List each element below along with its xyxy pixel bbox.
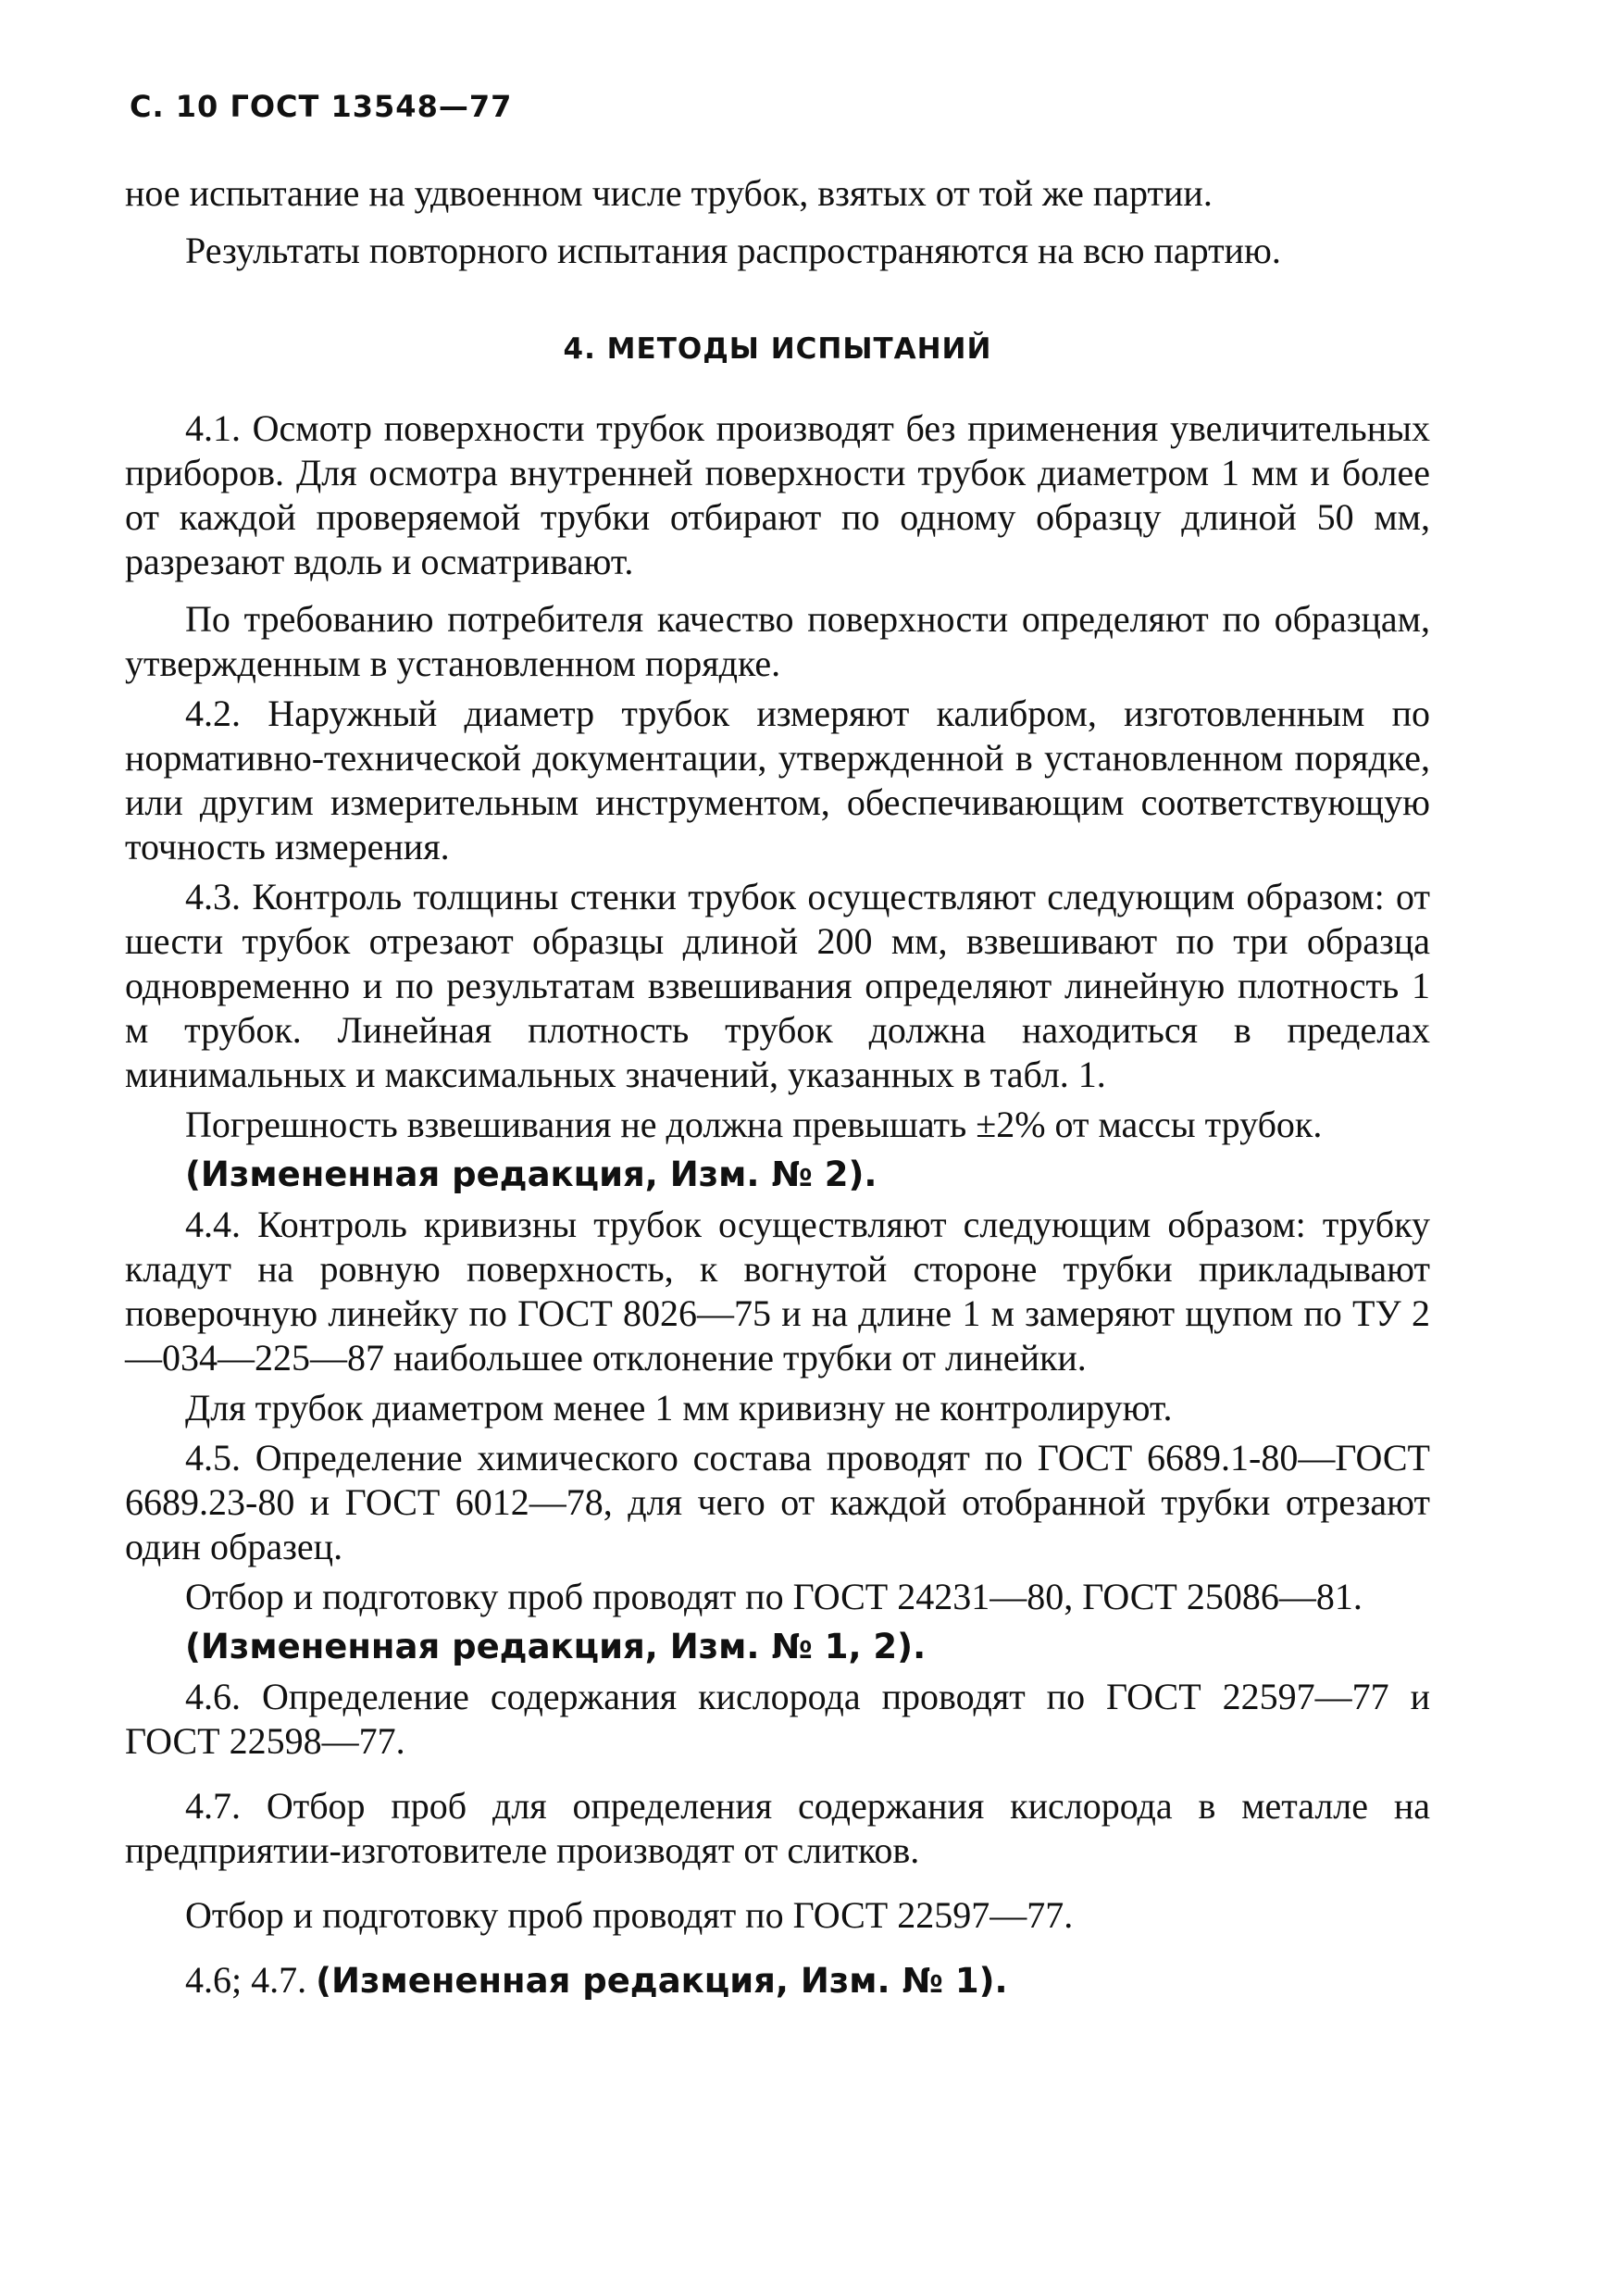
clause-4-3: 4.3. Контроль толщины стенки трубок осуществляют следующим образом: от шести трубок отрезают образцы длиной 200 мм, взвешивают по три образца одновременно и по результатам взвешивания определяют линейную плотность 1 м трубок. Линейная плотность трубок должна находиться в пределах минимальных и максимальных значений, указанных в табл. 1. — [125, 876, 1430, 1095]
clause-4-5: 4.5. Определение химического состава проводят по ГОСТ 6689.1-80—ГОСТ 6689.23-80 и ГОСТ 6012—78, для чего от каждой отобранной трубки отрезают один образец. — [125, 1437, 1430, 1567]
document-body — [125, 171, 1430, 2003]
clause-4-1-note: По требованию потребителя качество поверхности определяют по образцам, утвержденным в установленном порядке. — [125, 598, 1430, 684]
clause-4-4-note: Для трубок диаметром менее 1 мм кривизну не контролируют. — [185, 1387, 1173, 1429]
change-note-2: (Измененная редакция, Изм. № 1, 2). — [185, 1627, 927, 1666]
clause-4-5-note: Отбор и подготовку проб проводят по ГОСТ 24231—80, ГОСТ 25086—81. — [185, 1576, 1363, 1617]
paragraph-continuation: ное испытание на удвоенном числе трубок, взятых от той же партии. — [125, 172, 1213, 214]
clause-4-7: 4.7. Отбор проб для определения содержания кислорода в металле на предприятии-изготовителе производят от слитков. — [125, 1785, 1430, 1871]
paragraph-retest-results: Результаты повторного испытания распространяются на всю партию. — [185, 230, 1281, 271]
section-title: 4. МЕТОДЫ ИСПЫТАНИЙ — [563, 332, 992, 366]
change-note-3 — [125, 1958, 1430, 2003]
change-note-3-prefix: 4.6; 4.7. — [185, 1959, 317, 2001]
change-note-3-text: (Измененная редакция, Изм. № 1). — [316, 1961, 1008, 2001]
clause-4-4: 4.4. Контроль кривизны трубок осуществляют следующим образом: трубку кладут на ровную поверхность, к вогнутой стороне трубки прикладывают поверочную линейку по ГОСТ 8026—75 и на длине 1 м замеряют щупом по ТУ 2—034—225—87 наибольшее отклонение трубки от линейки. — [125, 1204, 1430, 1379]
clause-4-2: 4.2. Наружный диаметр трубок измеряют калибром, изготовленным по нормативно-технической документации, утвержденной в установленном порядке, или другим измерительным инструментом, обеспечивающим соответствующую точность измерения. — [125, 693, 1430, 867]
clause-4-6: 4.6. Определение содержания кислорода проводят по ГОСТ 22597—77 и ГОСТ 22598—77. — [125, 1676, 1430, 1762]
page-header: С. 10 ГОСТ 13548—77 — [130, 89, 513, 124]
clause-4-1: 4.1. Осмотр поверхности трубок производят без применения увеличительных приборов. Для осмотра внутренней поверхности трубок диаметром 1 мм и более от каждой проверяемой трубки отбирают по одному образцу длиной 50 мм, разрезают вдоль и осматривают. — [125, 407, 1430, 582]
clause-4-3-note: Погрешность взвешивания не должна превышать ±2% от массы трубок. — [185, 1104, 1323, 1145]
clause-4-7-note: Отбор и подготовку проб проводят по ГОСТ 22597—77. — [185, 1894, 1074, 1936]
change-note-1: (Измененная редакция, Изм. № 2). — [185, 1154, 877, 1194]
